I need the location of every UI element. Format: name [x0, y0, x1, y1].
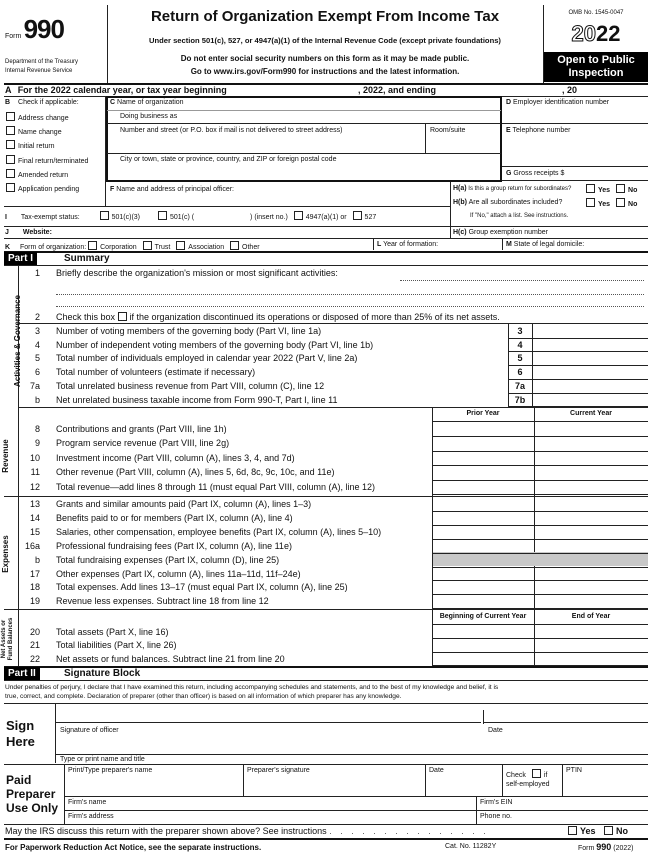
tax-exempt-status	[5, 211, 376, 221]
preparer-word: Preparer	[6, 787, 56, 801]
hb-note: If "No," attach a list. See instructions.	[470, 213, 569, 219]
status-insert-no: ) (insert no.)	[250, 214, 288, 221]
ein-field[interactable]	[506, 99, 609, 106]
self-employed-label: self-employed	[506, 781, 550, 788]
status-4947-label: 4947(a)(1) or	[305, 214, 347, 221]
prior-amount-field[interactable]	[433, 526, 533, 539]
hb-yes-checkbox[interactable]	[586, 198, 595, 207]
instructions-notice: Go to www.irs.gov/Form990 for instructions and the latest information.	[190, 67, 460, 76]
status-4947[interactable]	[294, 214, 347, 221]
line-description: Revenue less expenses. Subtract line 18 from line 12	[56, 596, 269, 607]
preparer-date-label: Date	[429, 767, 444, 774]
row-i-text: Tax-exempt status:	[20, 214, 80, 221]
tax-year-prefix: 20	[571, 21, 596, 46]
hc-label: H(c)	[453, 229, 467, 236]
room-suite-label: Room/suite	[430, 127, 466, 134]
perjury-statement	[5, 683, 645, 701]
gross-receipts-label: Gross receipts $	[513, 170, 565, 177]
ssn-notice: Do not enter social security numbers on this form as it may be made public.	[180, 54, 470, 63]
line-description: Other revenue (Part VIII, column (A), lines 5, 6d, 8c, 9c, 10c, and 11e)	[56, 467, 335, 478]
signature-officer-field[interactable]	[60, 711, 480, 721]
sign-date-label: Date	[488, 727, 503, 734]
signature-officer-label: Signature of officer	[60, 727, 119, 734]
line-amount-field[interactable]	[533, 339, 648, 352]
line-description: Number of voting members of the governing body (Part VI, line 1a)	[56, 326, 322, 336]
row-m-label: M	[506, 241, 512, 248]
prior-amount-field[interactable]	[433, 568, 533, 581]
discuss-text: May the IRS discuss this return with the preparer shown above? See instructions	[5, 826, 327, 836]
line-description: Total revenue—add lines 8 through 11 (must equal Part VIII, column (A), line 12)	[56, 481, 375, 492]
line-number: 9	[34, 438, 40, 449]
side-label-revenue: Revenue	[1, 439, 10, 473]
perjury-line-2: true, correct, and complete. Declaration of preparer (other than officer) is based on all information of which preparer has any knowledge.	[5, 693, 402, 700]
line-text	[56, 424, 227, 434]
section-c-label: C	[110, 99, 116, 106]
org-trust[interactable]	[143, 244, 171, 251]
line-number: 8	[34, 424, 40, 434]
current-amount-field[interactable]	[535, 626, 647, 639]
line-2-number: 2	[34, 312, 40, 322]
prior-amount-field[interactable]	[433, 626, 533, 639]
line-text	[56, 367, 255, 377]
ha-yes-no[interactable]	[586, 184, 637, 194]
open-public-line-1: Open to Public	[557, 54, 635, 66]
line-number: 19	[29, 596, 40, 607]
line-number: 5	[34, 353, 40, 364]
org-option-label: Other	[242, 244, 260, 251]
form-number: 990	[23, 14, 64, 44]
line-1-text: Briefly describe the organization's mission or most significant activities:	[56, 268, 338, 278]
line-text	[56, 326, 321, 336]
prior-amount-field[interactable]	[433, 639, 533, 652]
line-description: Other expenses (Part IX, column (A), lines 11a–11d, 11f–24e)	[56, 568, 301, 579]
checkbox-label: Application pending	[18, 186, 80, 194]
if-word: if	[543, 772, 548, 779]
line-description: Total liabilities (Part X, line 26)	[56, 640, 177, 651]
row-rule	[432, 494, 648, 495]
discuss-yes-checkbox[interactable]	[568, 826, 577, 835]
current-amount-field[interactable]	[535, 526, 647, 539]
row-a-end-year: , 20	[562, 85, 578, 95]
line-description: Number of independent voting members of the governing body (Part VI, line 1b)	[56, 339, 374, 350]
section-c-box	[106, 96, 502, 182]
line-text	[56, 555, 279, 565]
checkbox-label: Initial return	[18, 143, 55, 151]
checkbox-label: Amended return	[18, 171, 69, 179]
gross-receipts-field[interactable]	[506, 170, 564, 177]
hb-no-label: No	[628, 201, 638, 208]
telephone-label: Telephone number	[512, 127, 571, 134]
line-text	[56, 340, 373, 350]
line-number: 6	[34, 367, 40, 378]
discuss-yes-no[interactable]	[568, 826, 628, 836]
org-name-field[interactable]	[110, 99, 184, 106]
current-amount-field[interactable]	[535, 581, 647, 594]
status-527[interactable]	[353, 214, 377, 221]
line-text	[56, 353, 357, 363]
current-amount-field[interactable]	[535, 437, 647, 450]
leader-dots: . . . . . . . . . . . . . . .	[329, 826, 489, 836]
department	[5, 58, 78, 76]
footer-form-id	[578, 842, 634, 852]
prior-amount-field[interactable]	[433, 452, 533, 465]
here-word: Here	[6, 734, 35, 749]
telephone-field[interactable]	[506, 127, 571, 134]
checkbox-final-return[interactable]	[6, 155, 88, 169]
prior-amount-field[interactable]	[433, 653, 533, 666]
current-year-header: Current Year	[570, 410, 612, 417]
line-text	[56, 582, 348, 592]
current-amount-field[interactable]	[535, 498, 647, 511]
org-name-label: Name of organization	[117, 99, 184, 106]
current-amount-field[interactable]	[535, 554, 647, 567]
side-net-line-2: Fund Balances	[8, 617, 14, 661]
current-amount-field[interactable]	[535, 452, 647, 465]
line-text	[56, 381, 324, 391]
paid-word: Paid	[6, 773, 32, 787]
row-a	[5, 85, 227, 95]
hb-label: H(b)	[453, 199, 467, 206]
line-text	[56, 596, 269, 606]
checkbox-square[interactable]	[6, 169, 15, 178]
principal-officer-label: Name and address of principal officer:	[116, 186, 235, 193]
checkbox-square[interactable]	[158, 211, 167, 220]
section-b-label: B	[5, 99, 11, 106]
dept-line-2: Internal Revenue Service	[5, 68, 73, 74]
firm-address-label: Firm's address	[68, 813, 114, 820]
line-box-number: 7b	[514, 394, 526, 405]
form-word: Form	[5, 33, 22, 40]
section-b-list	[6, 112, 88, 197]
hb-no-checkbox[interactable]	[616, 198, 625, 207]
side-label-activities: Activities & Governance	[13, 294, 22, 388]
checkbox-initial-return[interactable]	[6, 140, 88, 154]
row-a-label: A	[5, 85, 12, 95]
legal-domicile-field[interactable]	[506, 241, 584, 248]
line-number: 20	[29, 627, 40, 637]
line-amount-field[interactable]	[533, 380, 648, 393]
checkbox-square[interactable]	[6, 155, 15, 164]
part-1-title: Summary	[64, 253, 110, 264]
line-box-number: 6	[517, 367, 523, 378]
prior-amount-field[interactable]	[433, 423, 533, 436]
line-number: 3	[34, 326, 40, 336]
line-description: Net unrelated business taxable income from Form 990-T, Part I, line 11	[56, 394, 338, 405]
hb-yes-label: Yes	[598, 201, 611, 208]
section-d-label: D	[506, 99, 512, 106]
line-2-body: if the organization discontinued its operations or disposed of more than 25% of its net assets.	[129, 312, 500, 322]
line-text	[56, 654, 285, 664]
checkbox-square[interactable]	[6, 140, 15, 149]
line-number: 17	[29, 568, 40, 579]
line-number: 12	[29, 481, 40, 492]
footer-form-word: Form	[578, 845, 595, 852]
row-k-label: K	[5, 244, 11, 251]
paperwork-notice: For Paperwork Reduction Act Notice, see the separate instructions.	[5, 843, 262, 852]
firm-name-label: Firm's name	[68, 799, 107, 806]
org-other[interactable]	[230, 244, 260, 251]
prior-amount-field[interactable]	[433, 512, 533, 525]
checkbox-square[interactable]	[294, 211, 303, 220]
line-number: 4	[34, 339, 40, 350]
checkbox-square[interactable]	[176, 241, 185, 250]
self-employed-check[interactable]	[506, 769, 550, 789]
line-number: b	[34, 394, 40, 405]
checkbox-square[interactable]	[100, 211, 109, 220]
status-527-label: 527	[364, 214, 377, 221]
prior-amount-field[interactable]	[433, 437, 533, 450]
checkbox-square[interactable]	[6, 183, 15, 192]
side-label-expenses: Expenses	[1, 535, 10, 573]
prior-amount-field[interactable]	[433, 595, 533, 608]
part-2-title: Signature Block	[64, 668, 141, 679]
status-501c3[interactable]	[100, 214, 140, 221]
side-label-net-assets	[1, 614, 15, 664]
line-2-checkbox[interactable]	[118, 312, 127, 321]
type-name-label: Type or print name and title	[60, 756, 145, 763]
ha-no-label: No	[628, 187, 638, 194]
line-number: 18	[29, 582, 40, 593]
begin-year-header: Beginning of Current Year	[439, 613, 527, 620]
check-word: Check	[506, 772, 526, 779]
omb-number: OMB No. 1545-0047	[568, 10, 624, 16]
current-amount-field[interactable]	[535, 568, 647, 581]
line-number: 10	[29, 452, 40, 463]
line-text	[56, 627, 169, 637]
year-of-formation-field[interactable]	[377, 241, 438, 248]
line-text	[56, 541, 292, 551]
preparer-signature-label: Preparer's signature	[247, 767, 310, 774]
current-amount-field[interactable]	[535, 595, 647, 608]
use-only-word: Use Only	[6, 801, 59, 815]
prior-amount-field[interactable]	[433, 581, 533, 594]
section-e-label: E	[506, 127, 511, 134]
form-label	[5, 14, 64, 45]
footer-form-number: 990	[596, 842, 612, 852]
prior-amount-field[interactable]	[433, 481, 533, 494]
hb-text: Are all subordinates included?	[468, 199, 563, 206]
row-a-and-ending: , 2022, and ending	[358, 85, 437, 95]
ha-yes-checkbox[interactable]	[586, 184, 595, 193]
legal-domicile-label: State of legal domicile:	[513, 241, 585, 248]
current-amount-field[interactable]	[535, 481, 647, 494]
line-number: 11	[30, 467, 40, 478]
status-501c3-label: 501(c)(3)	[111, 214, 141, 221]
group-return-question	[453, 185, 571, 192]
line-box-number: 5	[517, 353, 523, 364]
ha-text: Is this a group return for subordinates?	[468, 186, 572, 192]
discuss-no-label: No	[616, 826, 629, 836]
line-description: Contributions and grants (Part VIII, line 1h)	[56, 424, 227, 434]
line-text	[56, 640, 177, 650]
org-option-label: Corporation	[100, 244, 137, 251]
perjury-line-1: Under penalties of perjury, I declare that I have examined this return, including accompanying schedules and statements, and to the best of my knowledge and belief, it is	[5, 684, 499, 691]
line-box-number: 4	[517, 339, 523, 350]
line-box-number: 3	[517, 326, 523, 336]
line-amount-field[interactable]	[533, 352, 648, 365]
group-exemption-field[interactable]	[453, 229, 548, 236]
row-a-text: For the 2022 calendar year, or tax year beginning	[17, 85, 227, 95]
row-i-label: I	[5, 214, 7, 221]
street-label: Number and street (or P.O. box if mail is not delivered to street address)	[120, 127, 343, 134]
phone-label: Phone no.	[480, 813, 512, 820]
line-text	[56, 395, 337, 405]
current-amount-field[interactable]	[535, 639, 647, 652]
line-description: Grants and similar amounts paid (Part IX, column (A), lines 1–3)	[56, 499, 312, 509]
form-subtitle: Under section 501(c), 527, or 4947(a)(1) of the Internal Revenue Code (except private foundations)	[149, 36, 501, 45]
line-text	[56, 438, 229, 448]
line-number: 15	[29, 526, 40, 537]
line-number: 7a	[29, 380, 40, 391]
part-2-label: Part II	[4, 667, 40, 680]
line-amount-field[interactable]	[533, 394, 648, 407]
org-association[interactable]	[176, 244, 224, 251]
line-description: Investment income (Part VIII, column (A), lines 3, 4, and 7d)	[56, 452, 295, 463]
prior-amount-field[interactable]	[433, 540, 533, 553]
open-public-line-2: Inspection	[568, 67, 624, 79]
section-f-label: F	[110, 186, 115, 193]
side-net-line-1: Net Assets or	[1, 619, 7, 659]
part-1-label: Part I	[4, 252, 37, 265]
tax-year	[548, 22, 644, 46]
ha-no-checkbox[interactable]	[616, 184, 625, 193]
checkbox-label: Address change	[18, 115, 69, 122]
line-text	[56, 513, 293, 523]
org-option-label: Association	[188, 244, 225, 251]
ptin-label: PTIN	[566, 767, 582, 774]
open-to-public-badge	[544, 52, 648, 82]
line-description: Total number of individuals employed in calendar year 2022 (Part V, line 2a)	[56, 353, 358, 364]
line-number: 14	[29, 512, 40, 523]
line-number: 16a	[24, 540, 40, 551]
line-1-number: 1	[34, 268, 40, 278]
line-number: 13	[29, 499, 40, 509]
line-description: Program service revenue (Part VIII, line 2g)	[56, 438, 230, 449]
year-formation-label: Year of formation:	[383, 241, 439, 248]
row-j-label: J	[5, 229, 9, 236]
checkbox-address-change[interactable]	[6, 112, 88, 126]
checkbox-name-change[interactable]	[6, 126, 88, 140]
city-label: City or town, state or province, country, and ZIP or foreign postal code	[120, 156, 337, 163]
sign-here-label	[6, 718, 35, 750]
row-l-label: L	[377, 241, 382, 248]
current-amount-field[interactable]	[535, 466, 647, 479]
checkbox-square[interactable]	[6, 112, 15, 121]
form-title: Return of Organization Exempt From Income Tax	[150, 8, 500, 25]
ein-label: Employer identification number	[513, 99, 610, 106]
line-text	[56, 482, 375, 492]
checkbox-square[interactable]	[230, 241, 239, 250]
principal-officer-field[interactable]	[110, 186, 234, 193]
tax-year-suffix: 22	[596, 21, 621, 46]
line-text	[56, 453, 295, 463]
footer-form-year: (2022)	[613, 845, 634, 852]
current-amount-field[interactable]	[535, 540, 647, 553]
line-box-number: 7a	[514, 380, 525, 391]
line-text	[56, 499, 311, 509]
discuss-yes-label: Yes	[580, 826, 596, 836]
discuss-question	[5, 826, 489, 836]
discuss-no-checkbox[interactable]	[604, 826, 613, 835]
prior-year-header: Prior Year	[466, 410, 500, 417]
line-description: Total number of volunteers (estimate if necessary)	[56, 367, 256, 378]
checkbox-amended-return[interactable]	[6, 169, 88, 183]
checkbox-square[interactable]	[143, 241, 152, 250]
line-description: Total unrelated business revenue from Part VIII, column (C), line 12	[56, 380, 325, 391]
preparer-name-label: Print/Type preparer's name	[68, 767, 153, 774]
line-2-text	[56, 312, 500, 322]
hc-text: Group exemption number	[468, 229, 548, 236]
line-description: Salaries, other compensation, employee benefits (Part IX, column (A), lines 5–10)	[56, 526, 382, 537]
checkbox-label: Name change	[18, 129, 62, 137]
self-employed-checkbox[interactable]	[532, 769, 541, 778]
checkbox-square[interactable]	[353, 211, 362, 220]
line-number: 21	[29, 640, 40, 651]
line-amount-field[interactable]	[533, 325, 648, 338]
line-2-pre: Check this box	[56, 312, 116, 322]
prior-amount-field[interactable]	[433, 466, 533, 479]
sign-word: Sign	[6, 718, 35, 733]
line-description: Total expenses. Add lines 13–17 (must equal Part IX, column (A), line 25)	[56, 582, 348, 593]
end-year-header: End of Year	[571, 613, 611, 620]
line-text	[56, 569, 301, 579]
row-k-text: Form of organization:	[20, 244, 87, 251]
status-501c[interactable]	[158, 214, 194, 221]
checkbox-label: Final return/terminated	[18, 157, 89, 165]
dba-label: Doing business as	[120, 113, 178, 120]
form-of-organization	[5, 241, 260, 251]
section-b-title-text: Check if applicable:	[18, 99, 79, 106]
line-amount-field[interactable]	[533, 366, 648, 379]
section-g-label: G	[506, 170, 512, 177]
org-corporation[interactable]	[88, 244, 137, 251]
status-501c-label: 501(c) (	[169, 214, 195, 221]
paid-preparer-label	[6, 773, 58, 815]
checkbox-application-pending[interactable]	[6, 183, 88, 197]
checkbox-square[interactable]	[6, 126, 15, 135]
line-number: 22	[29, 653, 40, 664]
org-option-label: Trust	[154, 244, 171, 251]
line-description: Total fundraising expenses (Part IX, column (D), line 25)	[56, 554, 280, 565]
hb-yes-no[interactable]	[586, 198, 637, 208]
line-description: Net assets or fund balances. Subtract line 21 from line 20	[56, 653, 285, 664]
website-field[interactable]	[5, 229, 52, 236]
catalog-number: Cat. No. 11282Y	[445, 843, 497, 850]
firm-ein-label: Firm's EIN	[480, 799, 513, 806]
line-description: Professional fundraising fees (Part IX, column (A), line 11e)	[56, 540, 292, 551]
dept-line-1: Department of the Treasury	[5, 59, 79, 65]
line-text	[56, 467, 334, 477]
website-label: Website:	[22, 229, 52, 236]
current-amount-field[interactable]	[535, 653, 647, 666]
subordinates-question	[453, 199, 562, 206]
line-description: Total assets (Part X, line 16)	[56, 627, 169, 637]
line-description: Benefits paid to or for members (Part IX, column (A), line 4)	[56, 512, 293, 523]
section-b-title	[5, 99, 79, 106]
line-text	[56, 527, 381, 537]
current-amount-field[interactable]	[535, 423, 647, 436]
current-amount-field[interactable]	[535, 512, 647, 525]
ha-label: H(a)	[453, 185, 467, 192]
line-number: b	[34, 554, 40, 565]
prior-amount-field[interactable]	[433, 554, 533, 567]
checkbox-square[interactable]	[88, 241, 97, 250]
prior-amount-field[interactable]	[433, 498, 533, 511]
ha-yes-label: Yes	[598, 187, 611, 194]
